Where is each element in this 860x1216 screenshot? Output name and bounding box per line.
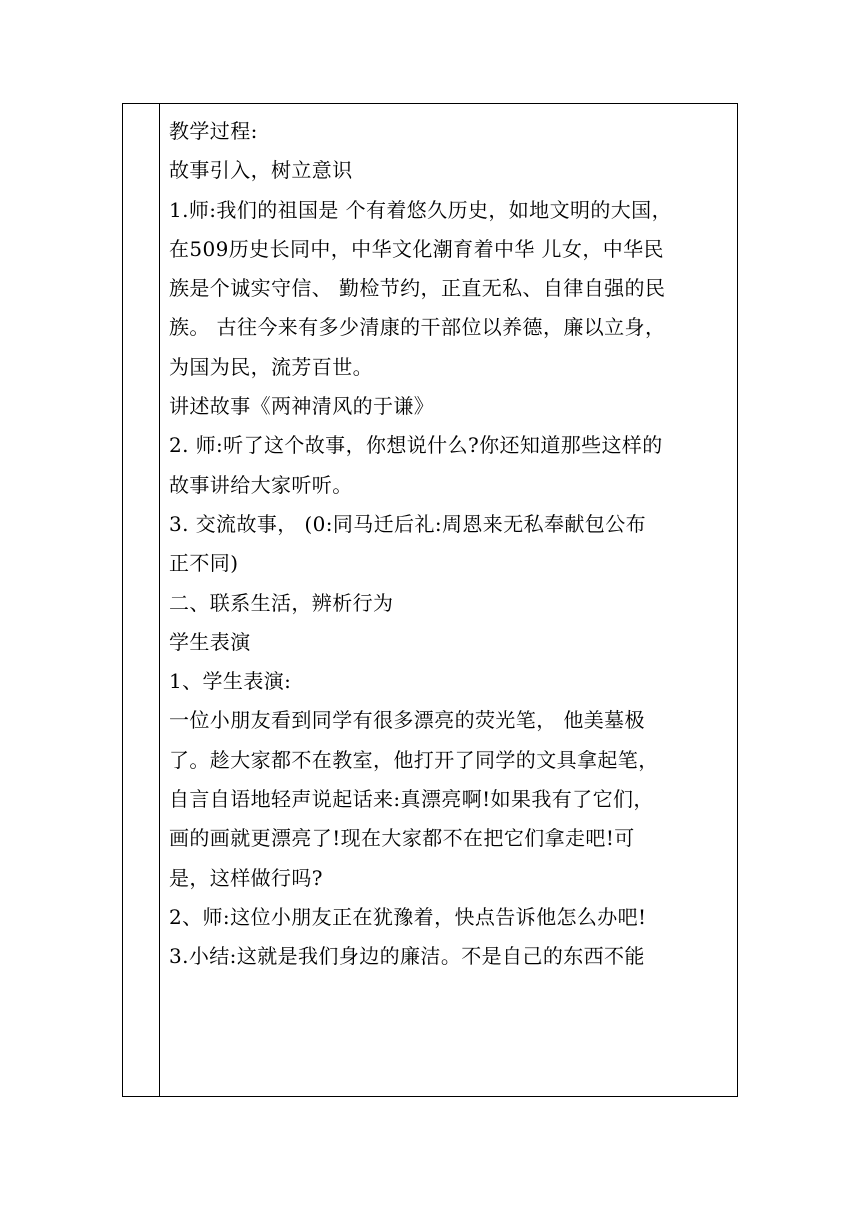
text-line: 是，这样做行吗?	[169, 865, 323, 890]
text-line: 了。趁大家都不在教室，他打开了同学的文具拿起笔，	[169, 747, 659, 772]
text-line: 1.师:我们的祖国是 个有着悠久历史，如地文明的大国，	[169, 197, 672, 222]
text-line: 为国为民，流芳百世。	[169, 354, 373, 379]
table-content-cell	[160, 104, 737, 1096]
text-line: 族是个诚实守信、 勤检节约，正直无私、自律自强的民	[169, 276, 666, 301]
text-line: 3.小结:这就是我们身边的廉洁。不是自己的东西不能	[169, 944, 645, 969]
text-line: 一位小朋友看到同学有很多漂亮的荧光笔， 他美墓极	[169, 708, 645, 733]
table-left-column	[123, 104, 160, 1096]
text-line: 自言自语地轻声说起话来:真漂亮啊!如果我有了它们，	[169, 787, 654, 812]
text-line: 正不同)	[169, 551, 239, 576]
text-line: 在509历史长同中，中华文化潮育着中华 儿女，中华民	[169, 236, 664, 261]
text-line: 二、联系生活，辨析行为	[169, 590, 394, 615]
text-line: 2. 师:听了这个故事，你想说什么?你还知道那些这样的	[169, 433, 663, 458]
document-table	[122, 103, 738, 1097]
text-line: 学生表演	[169, 629, 251, 654]
text-line: 故事讲给大家听听。	[169, 472, 353, 497]
lesson-text	[169, 112, 735, 977]
text-line: 故事引入，树立意识	[169, 158, 353, 183]
text-line: 族。 古往今来有多少清康的干部位以养德，廉以立身，	[169, 315, 666, 340]
text-line: 讲述故事《两神清风的于谦》	[169, 394, 435, 419]
text-line: 教学过程:	[169, 119, 258, 143]
text-line: 3. 交流故事， (0:同马迁后礼:周恩来无私奉献包公布	[169, 511, 647, 536]
text-line: 2、师:这位小朋友正在犹豫着，快点告诉他怎么办吧!	[169, 904, 647, 929]
text-line: 画的画就更漂亮了!现在大家都不在把它们拿走吧!可	[169, 826, 635, 851]
text-line: 1、学生表演:	[169, 669, 292, 694]
